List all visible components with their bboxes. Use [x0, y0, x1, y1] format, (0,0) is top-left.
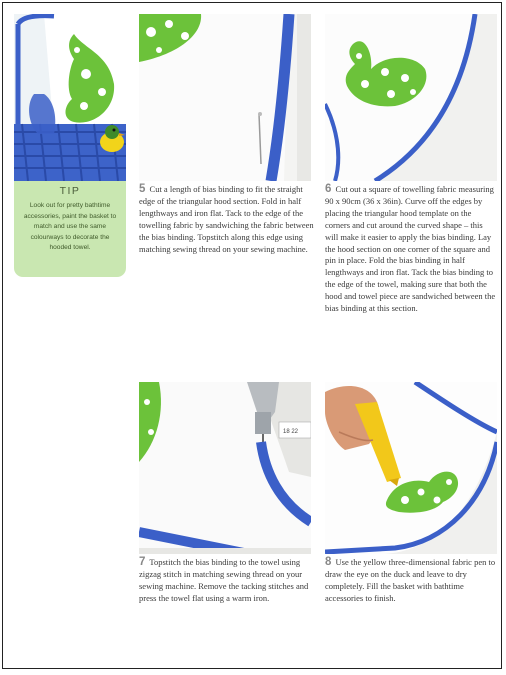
- page: [2, 2, 502, 669]
- step-5-number: 5: [139, 183, 146, 195]
- tip-title: TIP: [59, 185, 81, 197]
- step-5: [139, 184, 314, 255]
- step-6: [325, 184, 497, 315]
- step-7-photo: [139, 382, 311, 554]
- step-8-text: Use the yellow three-dimensional fabric pen to draw the eye on the duck and leave to dry completely. Fill the basket with bathtime accessories to finish.: [325, 557, 496, 603]
- step-5-text: Cut a length of bias binding to fit the straight edge of the triangular hood section. Fold in half lengthways and iron flat. Tack to the edge of the towelling fabric by sandwiching the fabric between the bias binding. Topstitch along this edge using matching sewing thread on your sewing machine.: [139, 184, 314, 254]
- step-8-photo: [325, 382, 497, 554]
- step-7-text: Topstitch the bias binding to the towel using zigzag stitch in matching sewing thread on your sewing machine. Remove the tacking stitches and press the towel flat using a warm iron.: [139, 557, 309, 603]
- step-6-number: 6: [325, 183, 332, 195]
- ruler-marks: 18 22: [283, 429, 299, 435]
- step-7: [139, 557, 314, 605]
- step-8-number: 8: [325, 556, 332, 568]
- tip-text: Look out for pretty bathtime accessories, paint the basket to match and use the same colourways to decorate the hooded towel.: [23, 202, 117, 252]
- step-5-photo: [139, 14, 311, 181]
- step-7-number: 7: [139, 556, 146, 568]
- step-8: [325, 557, 497, 605]
- step-6-photo: [325, 14, 497, 181]
- step-6-text: Cut out a square of towelling fabric measuring 90 x 90cm (36 x 36in). Curve off the edges by placing the triangular hood template on the corners and cut around the curved shape – this will make it easier to apply the bias binding. Lay the hood section on one corner of the square and pin in place. Fold the bias binding in half lengthways and iron flat. Tack the bias binding to the edge of the towel, making sure that both the hood and towel piece are sandwiched between the bias binding at this section.: [325, 184, 496, 314]
- tip-box: [14, 181, 126, 277]
- basket-photo: [14, 14, 126, 181]
